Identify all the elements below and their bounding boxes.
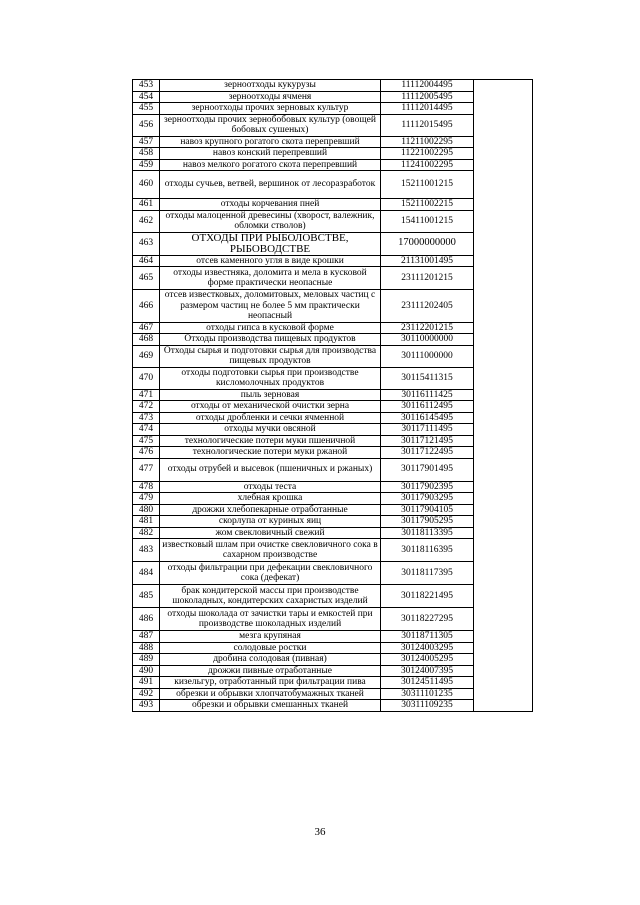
table-row xyxy=(133,642,533,654)
empty-cell xyxy=(474,435,533,447)
table-row xyxy=(133,91,533,103)
empty-cell xyxy=(474,493,533,505)
row-number: 470 xyxy=(133,367,160,389)
waste-code: 30118113395 xyxy=(381,527,474,539)
table-row xyxy=(133,608,533,631)
row-number: 490 xyxy=(133,665,160,677)
waste-code: 15411001215 xyxy=(381,210,474,232)
table-row xyxy=(133,481,533,493)
table-row xyxy=(133,631,533,643)
waste-code: 23111202405 xyxy=(381,290,474,323)
table-row xyxy=(133,585,533,608)
row-number: 473 xyxy=(133,412,160,424)
waste-code: 30118117395 xyxy=(381,562,474,585)
waste-code: 30118116395 xyxy=(381,539,474,562)
waste-name: технологические потери муки ржаной xyxy=(160,447,381,459)
waste-code: 11112015495 xyxy=(381,114,474,136)
row-number: 492 xyxy=(133,688,160,700)
table-row xyxy=(133,424,533,436)
row-number: 471 xyxy=(133,389,160,401)
waste-name: навоз крупного рогатого скота перепревший xyxy=(160,136,381,148)
waste-code: 30116112495 xyxy=(381,401,474,413)
empty-cell xyxy=(474,367,533,389)
row-number: 466 xyxy=(133,290,160,323)
empty-cell xyxy=(474,631,533,643)
row-number: 468 xyxy=(133,334,160,346)
waste-name: отходы малоценной древесины (хворост, валежник, обломки стволов) xyxy=(160,210,381,232)
table-row xyxy=(133,527,533,539)
waste-name: отходы шоколада от зачистки тары и емкостей при производстве шоколадных изделий xyxy=(160,608,381,631)
waste-code: 30116111425 xyxy=(381,389,474,401)
row-number: 467 xyxy=(133,322,160,334)
empty-cell xyxy=(474,210,533,232)
waste-code: 11112005495 xyxy=(381,91,474,103)
table-row xyxy=(133,159,533,171)
row-number: 460 xyxy=(133,171,160,199)
empty-cell xyxy=(474,389,533,401)
waste-code: 30124511495 xyxy=(381,677,474,689)
empty-cell xyxy=(474,255,533,267)
row-number: 489 xyxy=(133,654,160,666)
row-number: 487 xyxy=(133,631,160,643)
row-number: 491 xyxy=(133,677,160,689)
waste-name: дрожжи пивные отработанные xyxy=(160,665,381,677)
empty-cell xyxy=(474,91,533,103)
empty-cell xyxy=(474,608,533,631)
waste-name: обрезки и обрывки хлопчатобумажных тканей xyxy=(160,688,381,700)
waste-code: 30118227295 xyxy=(381,608,474,631)
waste-code: 21131001495 xyxy=(381,255,474,267)
table-row xyxy=(133,114,533,136)
table-row xyxy=(133,435,533,447)
table-body xyxy=(133,80,533,712)
table-row xyxy=(133,148,533,160)
row-number: 488 xyxy=(133,642,160,654)
waste-name: отходы фильтрации при дефекации свекловичного сока (дефекат) xyxy=(160,562,381,585)
waste-name: хлебная крошка xyxy=(160,493,381,505)
table-row xyxy=(133,389,533,401)
row-number: 456 xyxy=(133,114,160,136)
waste-code: 30311101235 xyxy=(381,688,474,700)
row-number: 472 xyxy=(133,401,160,413)
row-number: 479 xyxy=(133,493,160,505)
empty-cell xyxy=(474,504,533,516)
row-number: 458 xyxy=(133,148,160,160)
waste-code: 11221002295 xyxy=(381,148,474,160)
waste-name: зерноотходы прочих зернобобовых культур (овощей бобовых сушеных) xyxy=(160,114,381,136)
waste-name: солодовые ростки xyxy=(160,642,381,654)
waste-name: отсев каменного угля в виде крошки xyxy=(160,255,381,267)
waste-name: отходы сучьев, ветвей, вершинок от лесоразработок xyxy=(160,171,381,199)
waste-code: 17000000000 xyxy=(381,232,474,255)
empty-cell xyxy=(474,562,533,585)
empty-cell xyxy=(474,677,533,689)
waste-code: 30117902395 xyxy=(381,481,474,493)
row-number: 480 xyxy=(133,504,160,516)
waste-name: отходы дробленки и сечки ячменной xyxy=(160,412,381,424)
table-row xyxy=(133,322,533,334)
empty-cell xyxy=(474,159,533,171)
waste-code: 30117905295 xyxy=(381,516,474,528)
empty-cell xyxy=(474,103,533,115)
empty-cell xyxy=(474,199,533,211)
row-number: 477 xyxy=(133,458,160,481)
waste-name: отходы мучки овсяной xyxy=(160,424,381,436)
waste-name: жом свекловичный свежий xyxy=(160,527,381,539)
waste-name: навоз конский перепревший xyxy=(160,148,381,160)
empty-cell xyxy=(474,585,533,608)
table-row xyxy=(133,665,533,677)
row-number: 475 xyxy=(133,435,160,447)
empty-cell xyxy=(474,114,533,136)
waste-name: отходы корчевания пней xyxy=(160,199,381,211)
waste-code: 11241002295 xyxy=(381,159,474,171)
waste-code: 30117111495 xyxy=(381,424,474,436)
waste-name: отходы гипса в кусковой форме xyxy=(160,322,381,334)
row-number: 474 xyxy=(133,424,160,436)
row-number: 461 xyxy=(133,199,160,211)
table-row xyxy=(133,654,533,666)
empty-cell xyxy=(474,527,533,539)
table-row xyxy=(133,345,533,367)
waste-name: зерноотходы ячменя xyxy=(160,91,381,103)
empty-cell xyxy=(474,290,533,323)
waste-code: 30110000000 xyxy=(381,334,474,346)
empty-cell xyxy=(474,267,533,290)
waste-code: 30111000000 xyxy=(381,345,474,367)
table-row xyxy=(133,677,533,689)
empty-cell xyxy=(474,481,533,493)
table-row xyxy=(133,412,533,424)
waste-name: отходы теста xyxy=(160,481,381,493)
empty-cell xyxy=(474,136,533,148)
waste-name: отходы подготовки сырья при производстве кисломолочных продуктов xyxy=(160,367,381,389)
empty-cell xyxy=(474,412,533,424)
waste-code: 15211001215 xyxy=(381,171,474,199)
table-row xyxy=(133,334,533,346)
waste-name: отсев известковых, доломитовых, меловых частиц с размером частиц не более 5 мм практически неопасный xyxy=(160,290,381,323)
waste-classification-table xyxy=(132,79,533,712)
waste-name: отходы отрубей и высевок (пшеничных и ржаных) xyxy=(160,458,381,481)
table-row xyxy=(133,447,533,459)
row-number: 483 xyxy=(133,539,160,562)
row-number: 462 xyxy=(133,210,160,232)
empty-cell xyxy=(474,80,533,92)
row-number: 478 xyxy=(133,481,160,493)
waste-code: 11112004495 xyxy=(381,80,474,92)
empty-cell xyxy=(474,322,533,334)
table-row xyxy=(133,458,533,481)
empty-cell xyxy=(474,401,533,413)
row-number: 493 xyxy=(133,700,160,712)
waste-name: скорлупа от куриных яиц xyxy=(160,516,381,528)
row-number: 485 xyxy=(133,585,160,608)
page-number: 36 xyxy=(314,826,326,838)
waste-name: навоз мелкого рогатого скота перепревший xyxy=(160,159,381,171)
row-number: 457 xyxy=(133,136,160,148)
waste-name: ОТХОДЫ ПРИ РЫБОЛОВСТВЕ, РЫБОВОДСТВЕ xyxy=(160,232,381,255)
empty-cell xyxy=(474,654,533,666)
row-number: 469 xyxy=(133,345,160,367)
empty-cell xyxy=(474,516,533,528)
waste-name: мезга крупяная xyxy=(160,631,381,643)
row-number: 482 xyxy=(133,527,160,539)
row-number: 486 xyxy=(133,608,160,631)
waste-name: Отходы производства пищевых продуктов xyxy=(160,334,381,346)
table-row xyxy=(133,232,533,255)
waste-code: 30118221495 xyxy=(381,585,474,608)
empty-cell xyxy=(474,345,533,367)
table-row xyxy=(133,210,533,232)
waste-code: 30118711305 xyxy=(381,631,474,643)
row-number: 465 xyxy=(133,267,160,290)
table-row xyxy=(133,171,533,199)
waste-name: кизельгур, отработанный при фильтрации пива xyxy=(160,677,381,689)
waste-code: 23111201215 xyxy=(381,267,474,290)
row-number: 455 xyxy=(133,103,160,115)
row-number: 453 xyxy=(133,80,160,92)
table-row xyxy=(133,255,533,267)
waste-code: 30311109235 xyxy=(381,700,474,712)
waste-code: 30117901495 xyxy=(381,458,474,481)
empty-cell xyxy=(474,171,533,199)
row-number: 464 xyxy=(133,255,160,267)
waste-code: 30117904105 xyxy=(381,504,474,516)
waste-name: брак кондитерской массы при производстве шоколадных, кондитерских сахаристых изделий xyxy=(160,585,381,608)
table-row xyxy=(133,103,533,115)
waste-name: дробина солодовая (пивная) xyxy=(160,654,381,666)
waste-code: 11211002295 xyxy=(381,136,474,148)
row-number: 459 xyxy=(133,159,160,171)
waste-name: известковый шлам при очистке свекловичного сока в сахарном производстве xyxy=(160,539,381,562)
waste-name: Отходы сырья и подготовки сырья для производства пищевых продуктов xyxy=(160,345,381,367)
empty-cell xyxy=(474,688,533,700)
table-row xyxy=(133,199,533,211)
waste-code: 30115411315 xyxy=(381,367,474,389)
waste-code: 15211002215 xyxy=(381,199,474,211)
table-row xyxy=(133,516,533,528)
table-row xyxy=(133,367,533,389)
empty-cell xyxy=(474,334,533,346)
empty-cell xyxy=(474,665,533,677)
waste-name: пыль зерновая xyxy=(160,389,381,401)
table-row xyxy=(133,136,533,148)
row-number: 463 xyxy=(133,232,160,255)
waste-code: 30117122495 xyxy=(381,447,474,459)
empty-cell xyxy=(474,424,533,436)
waste-code: 30116145495 xyxy=(381,412,474,424)
waste-name: отходы от механической очистки зерна xyxy=(160,401,381,413)
empty-cell xyxy=(474,447,533,459)
row-number: 454 xyxy=(133,91,160,103)
waste-name: технологические потери муки пшеничной xyxy=(160,435,381,447)
table-row xyxy=(133,700,533,712)
waste-code: 23112201215 xyxy=(381,322,474,334)
waste-code: 30124007395 xyxy=(381,665,474,677)
table-row xyxy=(133,539,533,562)
empty-cell xyxy=(474,232,533,255)
row-number: 484 xyxy=(133,562,160,585)
waste-code: 30124003295 xyxy=(381,642,474,654)
waste-code: 11112014495 xyxy=(381,103,474,115)
table-row xyxy=(133,401,533,413)
empty-cell xyxy=(474,148,533,160)
table-row xyxy=(133,290,533,323)
waste-name: обрезки и обрывки смешанных тканей xyxy=(160,700,381,712)
waste-code: 30117121495 xyxy=(381,435,474,447)
waste-name: зерноотходы кукурузы xyxy=(160,80,381,92)
waste-code: 30117903295 xyxy=(381,493,474,505)
waste-code: 30124005295 xyxy=(381,654,474,666)
table-row xyxy=(133,80,533,92)
table-row xyxy=(133,267,533,290)
empty-cell xyxy=(474,539,533,562)
empty-cell xyxy=(474,700,533,712)
waste-name: дрожжи хлебопекарные отработанные xyxy=(160,504,381,516)
row-number: 476 xyxy=(133,447,160,459)
waste-name: отходы известняка, доломита и мела в кусковой форме практически неопасные xyxy=(160,267,381,290)
table-row xyxy=(133,562,533,585)
row-number: 481 xyxy=(133,516,160,528)
waste-name: зерноотходы прочих зерновых культур xyxy=(160,103,381,115)
table-row xyxy=(133,493,533,505)
table-row xyxy=(133,688,533,700)
table-row xyxy=(133,504,533,516)
empty-cell xyxy=(474,642,533,654)
empty-cell xyxy=(474,458,533,481)
